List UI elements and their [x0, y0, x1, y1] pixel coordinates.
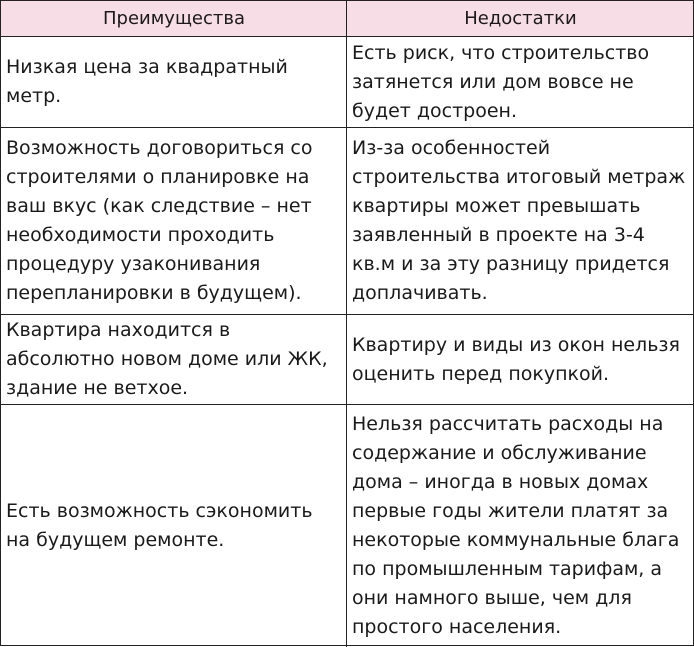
advantage-text: Возможность договориться со строителями о планировке на ваш вкус (как следствие – нет необходимости проходить процедуру узаконивания перепланировки в будущем). — [6, 137, 313, 304]
disadvantage-text: Есть риск, что строительство затянется или дом вовсе не будет достроен. — [352, 41, 650, 122]
advantage-cell — [1, 405, 347, 647]
advantage-text: Низкая цена за квадратный метр. — [6, 56, 288, 107]
advantage-cell — [1, 37, 347, 128]
disadvantage-text: Квартиру и виды из окон нельзя оценить перед покупкой. — [352, 333, 680, 385]
disadvantage-text: Из-за особенностей строительства итоговый метраж квартиры может превышать заявленный в проекте на 3-4 кв.м и за эту разницу придется доплачивать. — [352, 137, 686, 304]
advantage-text: Есть возможность сэкономить на будущем ремонте. — [6, 500, 313, 551]
advantage-cell — [1, 315, 347, 405]
disadvantage-text: Нельзя рассчитать расходы на содержание и обслуживание дома – иногда в новых домах первые годы жители платят за некоторые коммунальные блага по промышленным тарифам, а они намного выше, чем для простого населения. — [352, 413, 680, 638]
disadvantage-cell — [347, 315, 693, 405]
disadvantage-cell — [347, 37, 693, 128]
advantage-cell — [1, 128, 347, 315]
header-disadvantages-label: Недостатки — [464, 7, 577, 29]
header-advantages-label: Преимущества — [102, 7, 245, 29]
advantage-text: Квартира находится в абсолютно новом доме или ЖК, здание не ветхое. — [6, 319, 328, 399]
disadvantage-cell — [347, 128, 693, 315]
disadvantage-cell — [347, 405, 693, 647]
header-disadvantages — [347, 1, 693, 37]
header-advantages — [1, 1, 347, 37]
